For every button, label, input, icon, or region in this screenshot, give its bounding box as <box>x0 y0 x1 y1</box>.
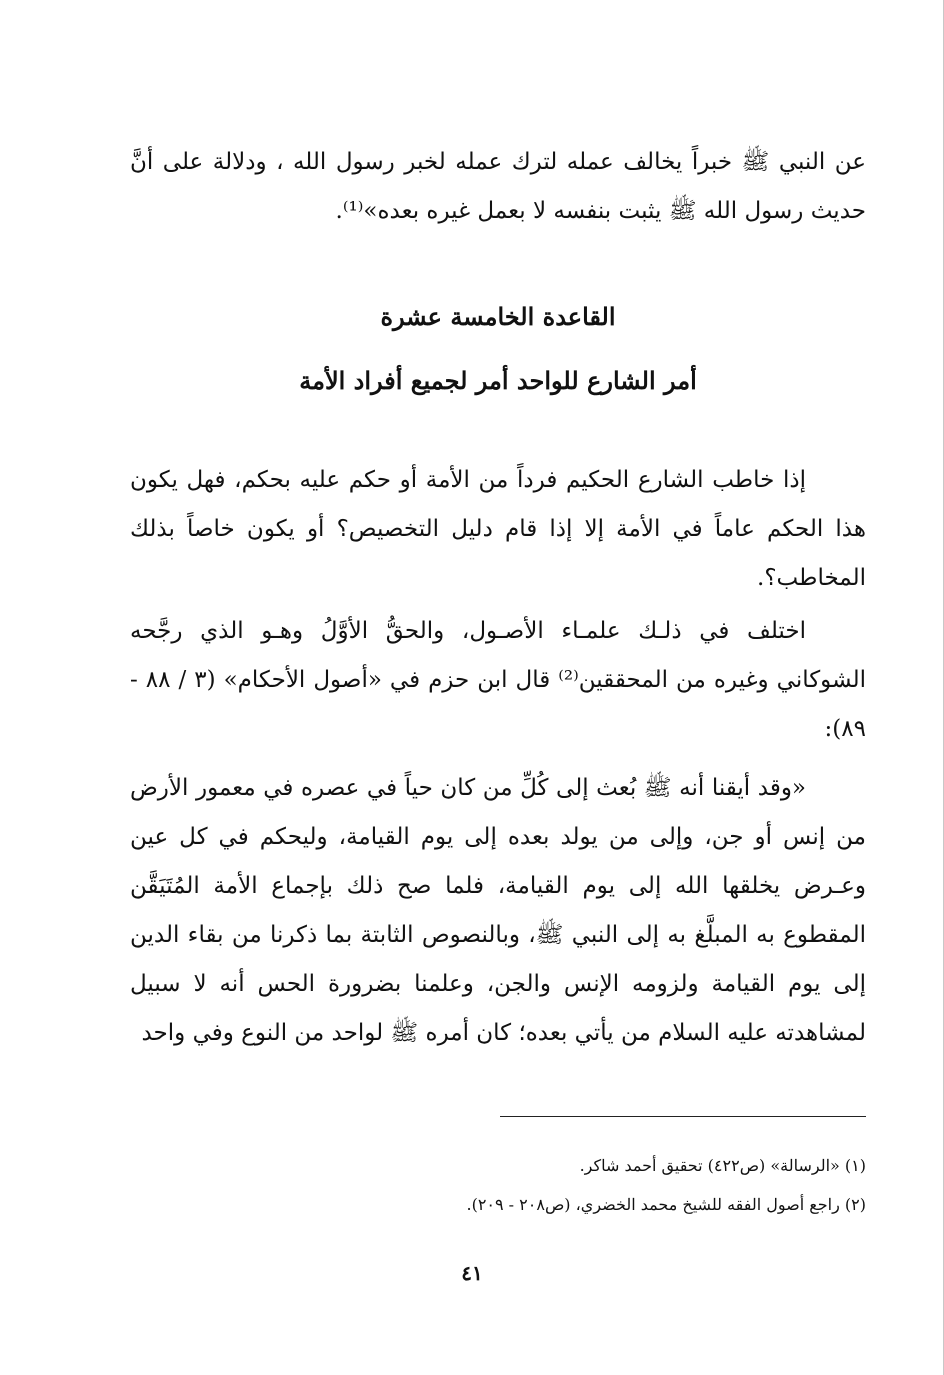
rule-number-heading: القاعدة الخامسة عشرة <box>380 302 616 331</box>
footnote-separator <box>500 1116 866 1117</box>
page-number: ٤١ <box>461 1261 483 1285</box>
body-paragraph-disagreement: اختلف في ذلـك علمـاء الأصـول، والحقُّ الأوَّلُ وهـو الذي رجَّحه الشوكاني وغيره من المحققين⁽²⁾ قال ابن حزم في «أصول الأحكام» (٣ / ٨٨ - ٨٩): <box>130 618 866 742</box>
intro-paragraph: عن النبي ﷺ خبراً يخالف عمله لترك عمله لخبر رسول الله ، ودلالة على أنَّ حديث رسول الله ﷺ يثبت بنفسه لا بعمل غيره بعده»⁽¹⁾. <box>130 149 866 224</box>
footnotes <box>300 1156 866 1234</box>
page-body <box>130 138 866 1058</box>
footnote-1: (١) «الرسالة» (ص٤٢٢) تحقيق أحمد شاكر. <box>579 1156 866 1175</box>
body-paragraph-question: إذا خاطب الشارع الحكيم فرداً من الأمة أو حكم عليه بحكم، فهل يكون هذا الحكم عاماً في الأمة إلا إذا قام دليل التخصيص؟ أو يكون خاصاً بذلك المخاطب؟. <box>130 467 867 591</box>
body-paragraph-quotation: «وقد أيقنا أنه ﷺ بُعث إلى كُلِّ من كان حياً في عصره في معمور الأرض من إنس أو جن، وإلى من يولد بعده إلى يوم القيامة، وليحكم في كل عين وعـرض يخلقها الله إلى يوم القيامة، فلما صح ذلك بإجماع الأمة المُتَيَقَّن المقطوع به المبلَّغ به إلى النبي ﷺ، وبالنصوص الثابتة بما ذكرنا من بقاء الدين إلى يوم القيامة ولزومه الإنس والجن، وعلمنا بضرورة الحس أنه لا سبيل لمشاهدته عليه السلام من يأتي بعده؛ كان أمره ﷺ لواحد من النوع وفي واحد <box>130 775 866 1046</box>
footnote-2: (٢) راجع أصول الفقه للشيخ محمد الخضري، (ص٢٠٨ - ٢٠٩). <box>466 1195 866 1214</box>
rule-title-heading: أمر الشارع للواحد أمر لجميع أفراد الأمة <box>299 366 697 395</box>
